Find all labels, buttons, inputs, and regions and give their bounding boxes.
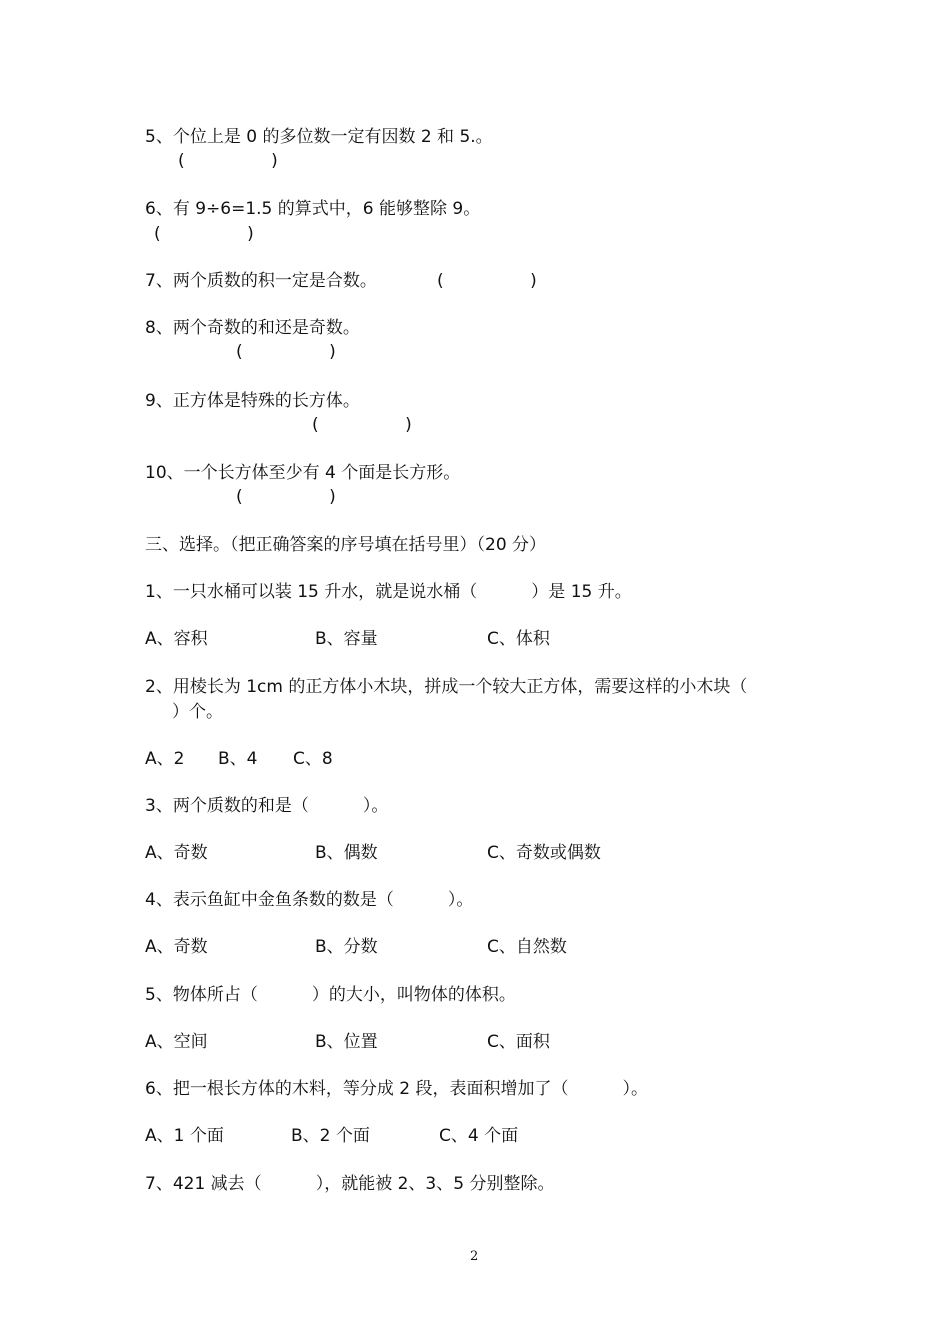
mc-question-2-line-2: ）个。	[172, 702, 223, 722]
tf-question-10: 10、一个长方体至少有 4 个面是长方形。	[145, 463, 461, 483]
mc-question-5: 5、物体所占（ ）的大小，叫物体的体积。	[145, 985, 516, 1005]
mc-question-1: 1、一只水桶可以装 15 升水，就是说水桶（ ）是 15 升。	[145, 582, 632, 602]
answer-blank-tf-6[interactable]: ( )	[154, 224, 254, 244]
tf-question-6: 6、有 9÷6=1.5 的算式中，6 能够整除 9。	[145, 199, 481, 219]
answer-blank-tf-9[interactable]: ( )	[312, 415, 412, 435]
mc-4-option-a: A、奇数	[145, 937, 208, 957]
mc-question-4: 4、表示鱼缸中金鱼条数的数是（ ）。	[145, 890, 474, 910]
mc-question-2-line-1: 2、用棱长为 1cm 的正方体小木块，拼成一个较大正方体，需要这样的小木块（	[145, 677, 748, 697]
mc-2-option-b: B、4	[218, 749, 258, 769]
mc-question-6: 6、把一根长方体的木料，等分成 2 段，表面积增加了（ ）。	[145, 1079, 648, 1099]
section-heading-choice: 三、选择。（把正确答案的序号填在括号里）（20 分）	[145, 535, 547, 555]
mc-1-option-b: B、容量	[315, 629, 378, 649]
mc-3-option-b: B、偶数	[315, 843, 378, 863]
mc-6-option-c: C、4 个面	[439, 1126, 519, 1146]
mc-5-option-a: A、空间	[145, 1032, 208, 1052]
mc-2-option-a: A、2	[145, 749, 185, 769]
page-number: 2	[470, 1249, 479, 1264]
mc-1-option-a: A、容积	[145, 629, 208, 649]
mc-question-7: 7、421 减去（ ），就能被 2、3、5 分别整除。	[145, 1174, 555, 1194]
tf-question-5: 5、个位上是 0 的多位数一定有因数 2 和 5.。	[145, 127, 493, 147]
mc-5-option-c: C、面积	[487, 1032, 550, 1052]
tf-question-9: 9、正方体是特殊的长方体。	[145, 391, 360, 411]
mc-3-option-c: C、奇数或偶数	[487, 843, 601, 863]
tf-question-7: 7、两个质数的积一定是合数。	[145, 271, 377, 291]
mc-question-3: 3、两个质数的和是（ ）。	[145, 796, 389, 816]
mc-6-option-a: A、1 个面	[145, 1126, 224, 1146]
tf-question-8: 8、两个奇数的和还是奇数。	[145, 318, 360, 338]
answer-blank-tf-10[interactable]: ( )	[236, 487, 336, 507]
mc-2-option-c: C、8	[293, 749, 333, 769]
mc-1-option-c: C、体积	[487, 629, 550, 649]
answer-blank-tf-8[interactable]: ( )	[236, 342, 336, 362]
mc-3-option-a: A、奇数	[145, 843, 208, 863]
mc-4-option-c: C、自然数	[487, 937, 567, 957]
answer-blank-tf-7[interactable]: ( )	[437, 271, 537, 291]
mc-4-option-b: B、分数	[315, 937, 378, 957]
mc-6-option-b: B、2 个面	[291, 1126, 370, 1146]
mc-5-option-b: B、位置	[315, 1032, 378, 1052]
answer-blank-tf-5[interactable]: ( )	[178, 151, 278, 171]
